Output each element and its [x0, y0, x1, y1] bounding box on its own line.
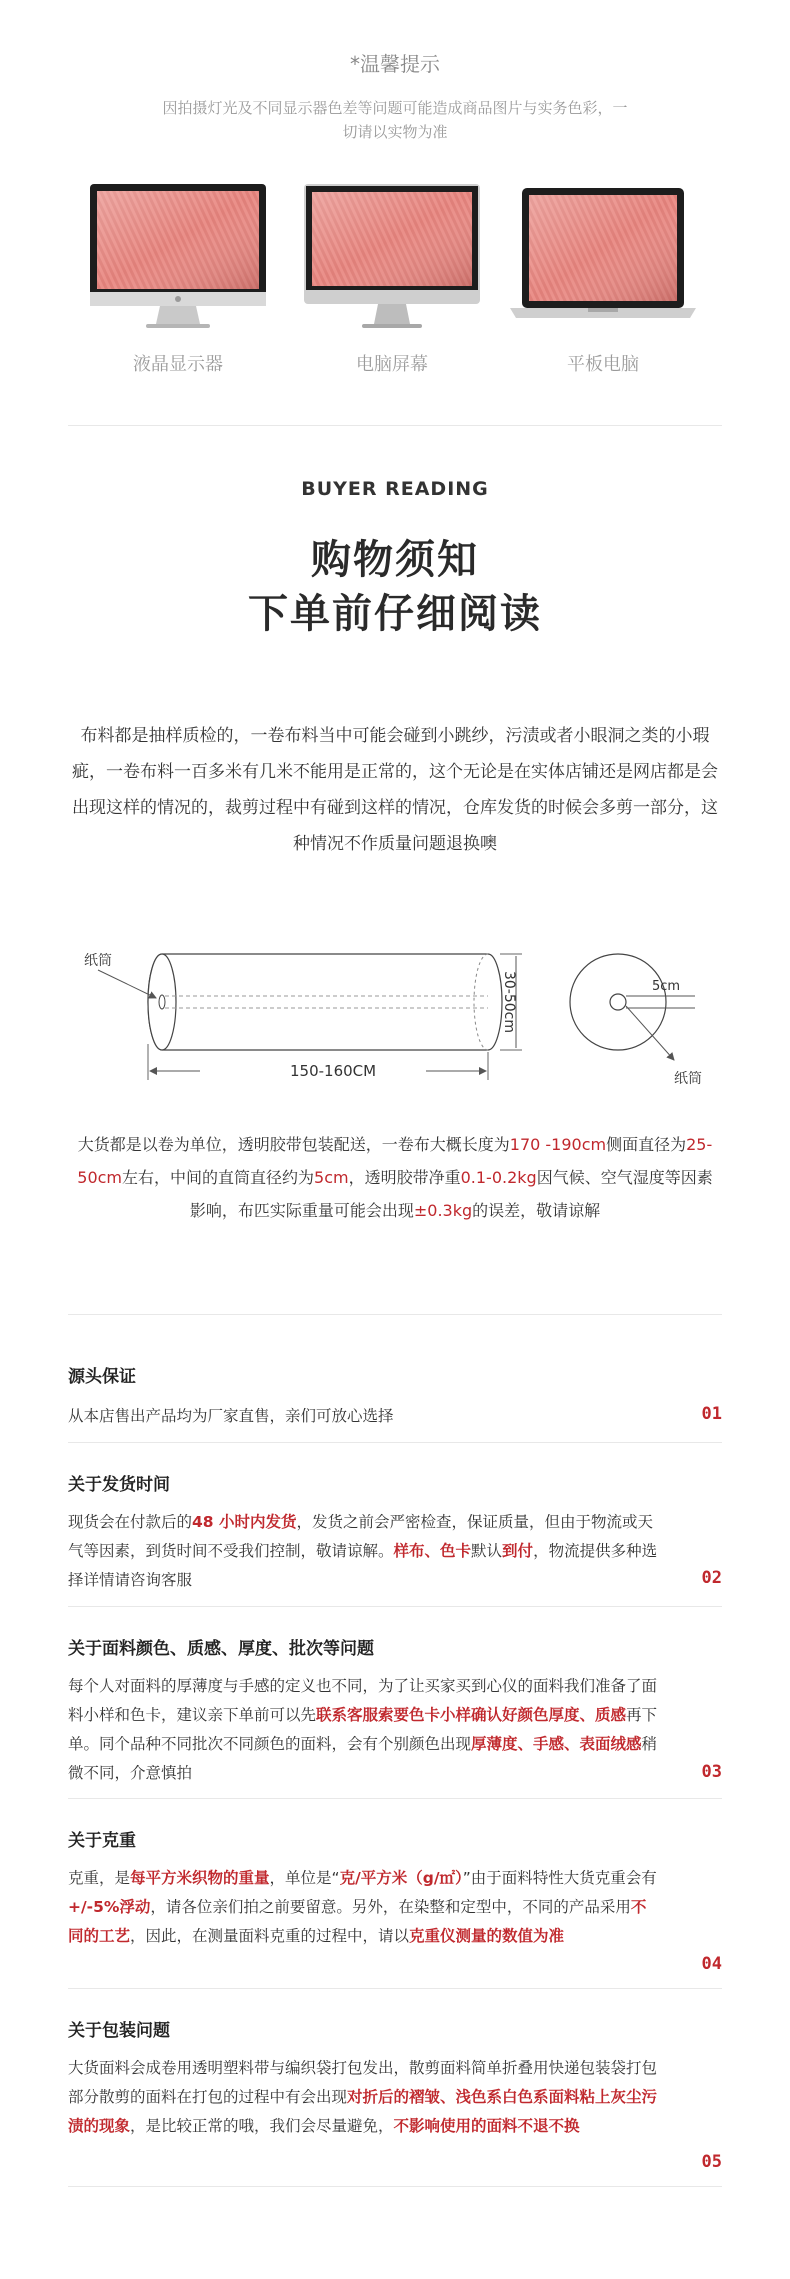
shipping-core: 5cm [314, 1168, 349, 1187]
section-shipping-time [68, 1470, 722, 1606]
section-text: ，单位是“ [269, 1869, 340, 1887]
section-number: 05 [701, 2152, 722, 2172]
divider [68, 1988, 722, 1989]
device-label-imac: 液晶显示器 [133, 354, 223, 375]
laptop-icon [508, 182, 698, 332]
shipping-text-3: 左右，中间的直筒直径约为 [122, 1168, 315, 1187]
section-highlight: 不同的工艺 [68, 1898, 647, 1945]
shipping-tape-weight: 0.1-0.2kg [460, 1168, 537, 1187]
section-text: ，因此，在测量面料克重的过程中，请以 [130, 1927, 410, 1945]
section-body [68, 2054, 658, 2141]
desktop-monitor-icon [302, 182, 482, 332]
divider [68, 1798, 722, 1799]
section-text: ，是比较正常的哦，我们会尽量避免， [130, 2117, 394, 2135]
section-number: 01 [701, 1404, 722, 1424]
section-body [68, 1402, 658, 1431]
shipping-paragraph [72, 1128, 718, 1227]
shipping-text-4: ，透明胶带净重 [348, 1168, 461, 1187]
section-highlight: 48 小时内发货 [192, 1513, 297, 1531]
shipping-text-5: 因气候、空气湿度等因素影响，布匹实际重量可能会出现 [189, 1168, 713, 1220]
section-highlight: 每平方米织物的重量 [130, 1869, 270, 1887]
fabric-roll-diagram [70, 940, 720, 1094]
device-laptop [508, 182, 698, 332]
section-highlight: 到付 [502, 1542, 534, 1560]
tips-text: 因拍摄灯光及不同显示器色差等问题可能造成商品图片与实务色彩，一切请以实物为准 [162, 99, 628, 141]
section-text: 克重，是 [68, 1869, 131, 1887]
length-label: 150-160CM [290, 1062, 377, 1080]
section-packaging [68, 2016, 722, 2186]
shipping-length: 170 -190cm [509, 1135, 607, 1154]
device-desktop [302, 182, 482, 332]
section-highlight: 对折后的褶皱、浅色系白色系面料粘上灰尘污渍的现象 [68, 2088, 658, 2135]
diameter-label: 30-50cm [501, 970, 518, 1034]
section-text: 从本店售出产品均为厂家直售，亲们可放心选择 [68, 1407, 394, 1425]
shipping-text-1: 大货都是以卷为单位，透明胶带包装配送，一卷布大概长度为 [77, 1135, 510, 1154]
section-text: 现货会在付款后的 [68, 1513, 193, 1531]
section-highlight: 克/平方米（g/㎡） [339, 1869, 463, 1887]
section-body [68, 1508, 658, 1595]
device-imac [88, 182, 268, 332]
section-number: 04 [701, 1954, 722, 1974]
imac-monitor-icon [88, 182, 268, 332]
section-body [68, 1672, 658, 1788]
device-label-desktop: 电脑屏幕 [356, 354, 428, 375]
section-fabric-issues [68, 1634, 722, 1800]
section-text: ”由于面料特性大货克重会有 [462, 1869, 657, 1887]
section-text: 每个人对面料的厚薄度与手感的定义也不同，为了让买家买到心仪的面料我们准备了面料小样和色卡，建议亲下单前可以先 [68, 1677, 658, 1724]
buyer-reading-en: BUYER READING [301, 478, 489, 500]
tube-label-left: 纸筒 [84, 953, 112, 969]
section-source-guarantee [68, 1362, 722, 1442]
section-number: 03 [701, 1762, 722, 1782]
shipping-text-6: 的误差，敬请谅解 [472, 1201, 601, 1220]
section-highlight: 厚薄度、手感、表面绒感 [471, 1735, 642, 1753]
section-text: 大货面料会成卷用透明塑料带与编织袋打包发出，散剪面料简单折叠用快递包装袋打包部分散剪的面料在打包的过程中有会出现 [68, 2059, 658, 2106]
tips-title: *温馨提示 [350, 52, 440, 76]
section-title: 关于包装问题 [68, 2021, 170, 2041]
section-text: ，发货之前会严密检查，保证质量，但由于物流或天气等因素，到货时间不受我们控制，敬请谅解。 [68, 1513, 653, 1560]
section-text: ，请各位亲们拍之前要留意。另外，在染整和定型中，不同的产品采用 [150, 1898, 631, 1916]
section-highlight: 不影响使用的面料不退不换 [393, 2117, 580, 2135]
page-title-line2: 下单前仔细阅读 [248, 591, 542, 637]
intro-paragraph: 布料都是抽样质检的，一卷布料当中可能会碰到小跳纱，污渍或者小眼洞之类的小瑕疵，一卷布料一百多米有几米不能用是正常的，这个无论是在实体店铺还是网店都是会出现这样的情况的，裁剪过程中有碰到这样的情况，仓库发货的时候会多剪一部分，这种情况不作质量问题退换噢 [72, 726, 718, 854]
section-highlight: 联系客服索要色卡小样确认好颜色厚度、质感 [316, 1706, 627, 1724]
tube-label-right: 纸筒 [674, 1071, 702, 1087]
section-highlight: 样布、色卡 [393, 1542, 472, 1560]
section-title: 源头保证 [68, 1367, 136, 1387]
core-label: 5cm [652, 979, 681, 994]
divider [68, 1442, 722, 1443]
section-number: 02 [701, 1568, 722, 1588]
section-text: 稍微不同，介意慎拍 [68, 1735, 658, 1782]
section-text: ，物流提供多种选择详情请咨询客服 [68, 1542, 658, 1589]
divider [68, 2186, 722, 2187]
section-text: 默认 [471, 1542, 503, 1560]
divider [68, 425, 722, 426]
section-highlight: +/-5%浮动 [68, 1898, 151, 1916]
divider [68, 1606, 722, 1607]
section-title: 关于发货时间 [68, 1475, 170, 1495]
fabric-roll-icon [70, 940, 720, 1090]
page-title-line1: 购物须知 [311, 537, 479, 583]
shipping-diameter: 25-50cm [77, 1135, 713, 1187]
section-text: 再下单。同个品种不同批次不同颜色的面料，会有个别颜色出现 [68, 1706, 658, 1753]
section-title: 关于面料颜色、质感、厚度、批次等问题 [68, 1639, 374, 1659]
section-body [68, 1864, 658, 1951]
section-highlight: 克重仪测量的数值为准 [409, 1927, 565, 1945]
section-gram-weight [68, 1826, 722, 1992]
section-title: 关于克重 [68, 1831, 136, 1851]
shipping-text-2: 侧面直径为 [606, 1135, 687, 1154]
device-label-laptop: 平板电脑 [567, 354, 639, 375]
divider [68, 1314, 722, 1315]
shipping-error: ±0.3kg [413, 1201, 473, 1220]
